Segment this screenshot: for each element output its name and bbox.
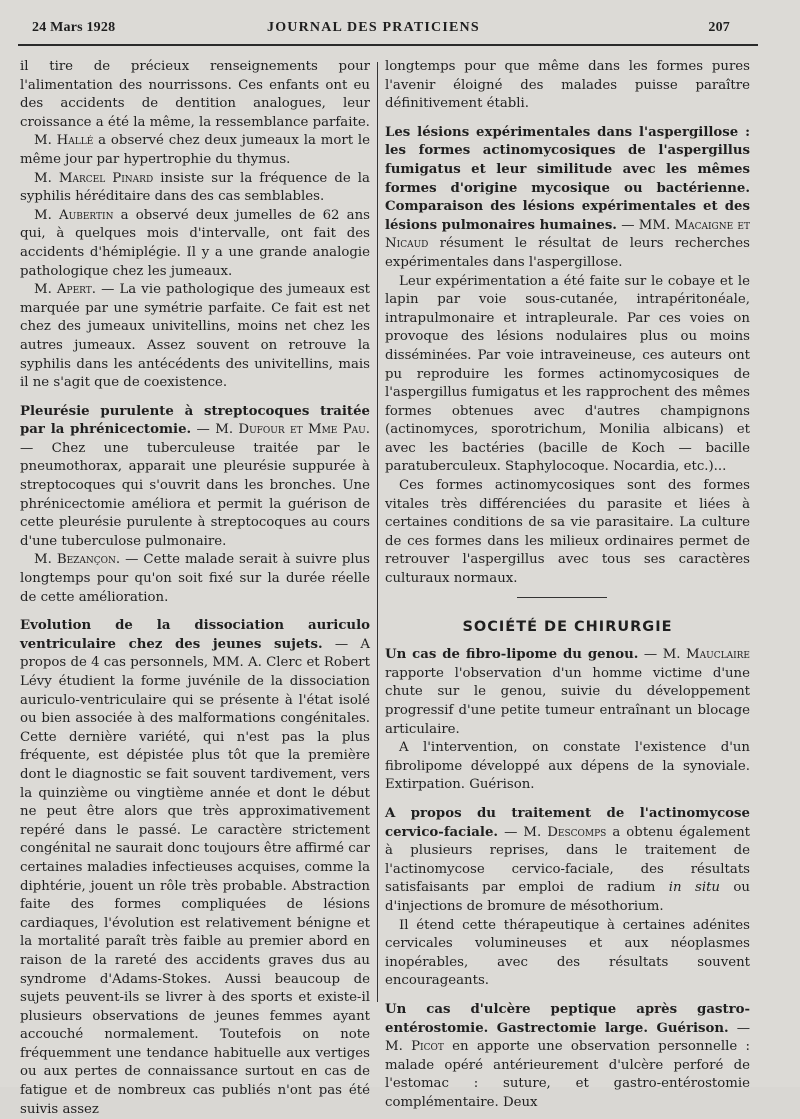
article-authors: — M. Dufour et Mme Pau. — — [20, 422, 370, 456]
paragraph: A l'intervention, on constate l'existence d'un fibrolipome développé aux dépens de la synoviale. Extirpation. Guérison. — [385, 740, 750, 793]
article-paragraph: Les lésions expérimentales dans l'aspergillose : les formes actinomycosiques de l'aspergillus fumigatus et leur similitude avec les mêmes formes d'origine mycosique ou bactérienne. Comparaison des lésions expérimentales et des lésions pulmonaires humaines. — MM. Macaigne et Nicaud résument le résultat de leurs recherches expérimentales dans l'aspergillose. — [385, 124, 751, 270]
paragraph: il tire de précieux renseignements pour l'alimentation des nourrissons. Ces enfants ont eu des accidents de dentition analogues, leur croissance a été la même, la ressemblance parfaite. — [20, 59, 370, 130]
paragraph: M. Marcel Pinard insiste sur la fréquence de la syphilis héréditaire dans des cas semblables. — [20, 170, 370, 205]
article-paragraph: Evolution de la dissociation auriculo ventriculaire chez des jeunes sujets. — A propos de 4 cas personnels, MM. A. Clerc et Robert Lévy étudient la forme juvénile de la dissociation auriculo-ventriculaire qui se présente à l'état isolé ou bien associée à des malformations congénitales. Cette dernière variété, qui n'est pas la plus fréquente, est dépistée plus tôt que la première dont le diagnostic se fait souvent tardivement, vers la quinzième ou vingtième année et dont le début ne peut être alors que très approximativement repéré dans le passé. Le caractère strictement congénital ne saurait donc toujours être affirmé car certaines maladies infectieuses acquises, comme la diphtérie, jouent un rôle très probable. Abstraction faite des formes compliquées de lésions cardiaques, l'évolution est relativement bénigne et la mortalité paraît très faible au premier abord en raison de la rareté des accidents graves dus au syndrome d'Adams-Stokes. Aussi beaucoup de sujets peuvent-ils se livrer à des sports et existe-il plusieurs observations de jeunes femmes ayant accouché normalement. Toutefois on note fréquemment une tendance habituelle aux vertiges ou aux pertes de connaissance surtout en cas de fatigue et de nombreux cas publiés n'ont pas été suivis assez — [20, 618, 370, 1117]
paragraph: M. Hallé a observé chez deux jumeaux la mort le même jour par hypertrophie du thymus. — [20, 133, 371, 167]
article-paragraph: A propos du traitement de l'actinomycose cervico-faciale. — M. Descomps a obtenu également à plusieurs reprises, dans le traitement de l'actinomycose cervico-faciale, des résultats satisfaisants par emploi de radium in situ ou d'injections de bromure de mésothorium. — [385, 805, 750, 914]
paragraph: Ces formes actinomycosiques sont des formes vitales très différenciées du parasite et liées à certaines conditions de sa vie parasitaire. La culture de ces formes dans les milieux ordinaires permet de retrouver l'aspergillus avec tous ses caractères culturaux normaux. — [385, 478, 750, 587]
left-column — [20, 58, 370, 1119]
author-name: M. Apert. — [34, 282, 96, 298]
page-header — [32, 20, 730, 42]
paragraph: M. Bezançon. — Cette malade serait à suivre plus longtemps pour qu'on soit fixé sur la durée réelle de cette amélioration. — [20, 552, 370, 605]
article-title: Evolution de la dissociation auriculo ventriculaire chez des jeunes sujets. — [20, 618, 370, 652]
author-name: M. Bezançon. — [34, 552, 121, 568]
paragraph: Leur expérimentation a été faite sur le cobaye et le lapin par voie sous-cutanée, intrapéritonéale, intrapulmonaire et intrapleurale. Par ces voies on provoque des lésions nodulaires plus ou moins disséminées. Par voie intraveineuse, ces auteurs ont pu reproduire les formes actinomycosiques de l'aspergillus fumigatus et les rapprochent des mêmes formes obtenues avec d'autres champignons (actinomyces, sporotrichum, Monilia albicans) et avec les bactéries (bacille de Koch — bacille paratuberculeux. Staphylocoque. Nocardia, etc.)... — [385, 273, 750, 475]
author-name: M. Aubertin — [34, 207, 114, 223]
article-paragraph: Un cas d'ulcère peptique après gastro-entérostomie. Gastrectomie large. Guérison. — M. Picot en apporte une observation personnelle : malade opéré antérieurement d'ulcère perforé de l'estomac : suture, et gastro-entérostomie complémentaire. Deux — [385, 1001, 750, 1110]
section-divider — [517, 597, 607, 598]
article-paragraph: Pleurésie purulente à streptocoques traitée par la phrénicectomie. — M. Dufour et Mme Pau. — Chez une tuberculeuse traitée par le pneumothorax, apparait une pleurésie suppurée à streptocoques qui s'ouvrit dans les bronches. Une phrénicectomie améliora et permit la guérison de cette pleurésie purulente à streptocoques au cours d'une tuberculose pulmonaire. — [20, 403, 371, 549]
article-authors: — M. Picot — [385, 1020, 750, 1055]
article-paragraph: Un cas de fibro-lipome du genou. — M. Mauclaire rapporte l'observation d'un homme victime d'une chute sur le genou, suivie du développement progressif d'une petite tumeur entraînant un blocage articulaire. — [385, 647, 750, 737]
paragraph: M. Apert. — La vie pathologique des jumeaux est marquée par une symétrie parfaite. Ce fait est net chez des jumeaux univitellins, moins net chez les autres jumeaux. Assez souvent on retrouve la syphilis dans les antécédents des univitellins, mais il ne s'agit que de coexistence. — [20, 282, 370, 391]
column-divider — [377, 62, 378, 1002]
article-authors: — M. Descomps — [504, 824, 607, 840]
page-number: 207 — [708, 20, 730, 35]
paragraph: M. Aubertin a observé deux jumelles de 62 ans qui, à quelques mois d'intervalle, ont fait des accidents d'hémiplégie. Il y a une grande analogie pathologique chez les jumeaux. — [20, 207, 370, 279]
paragraph: Il étend cette thérapeutique à certaines adénites cervicales volumineuses et aux néoplasmes inopérables, avec des résultats souvent encourageants. — [385, 917, 750, 989]
journal-title: JOURNAL DES PRATICIENS — [267, 20, 480, 35]
issue-date: 24 Mars 1928 — [32, 20, 116, 35]
article-title: A propos du traitement de l'actinomycose cervico-faciale. — [385, 805, 750, 840]
right-column — [385, 58, 750, 1112]
article-title: Un cas d'ulcère peptique après gastro-entérostomie. Gastrectomie large. Guérison. — [385, 1001, 750, 1036]
article-authors: — M. Mauclaire — [643, 647, 750, 663]
header-rule — [18, 44, 758, 46]
article-title: Les lésions expérimentales dans l'aspergillose : les formes actinomycosiques de l'aspergillus fumigatus et leur similitude avec les mêmes formes d'origine mycosique ou bactérienne. Comparaison des lésions expérimentales et des lésions pulmonaires humaines. — [385, 124, 750, 233]
author-name: M. Hallé — [34, 133, 94, 149]
author-name: M. Marcel Pinard — [34, 170, 154, 186]
society-heading: SOCIÉTÉ DE CHIRURGIE — [462, 618, 673, 635]
article-authors: — MM. Macaigne et Nicaud — [385, 217, 751, 252]
article-title: Un cas de fibro-lipome du genou. — [385, 647, 639, 663]
article-title: Pleurésie purulente à streptocoques traitée par la phrénicectomie. — [20, 403, 370, 438]
paragraph: longtemps pour que même dans les formes pures l'avenir éloigné des malades puisse paraître définitivement établi. — [385, 59, 750, 112]
